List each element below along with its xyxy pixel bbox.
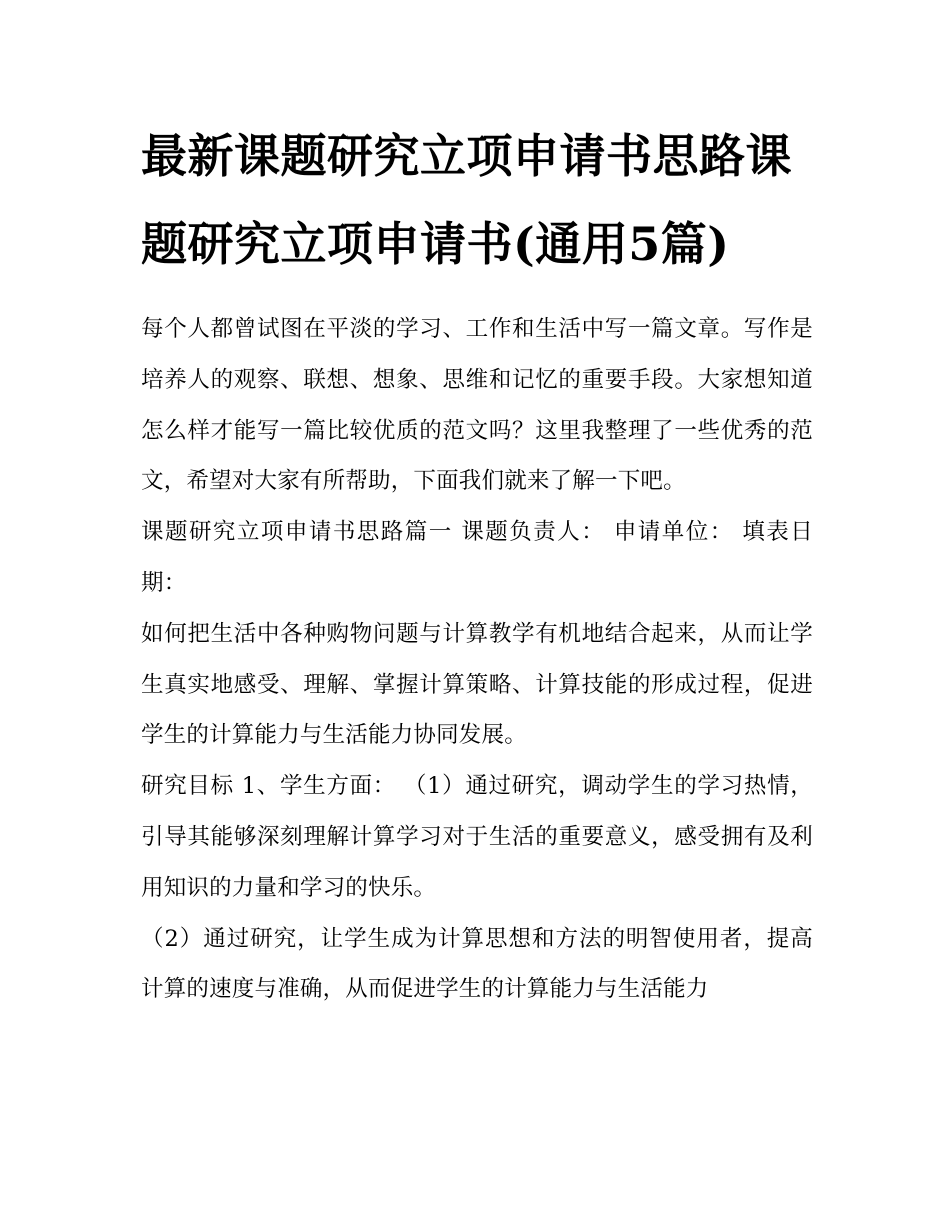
paragraph-research-goal-1: 研究目标 1、学生方面： （1）通过研究，调动学生的学习热情，引导其能够深刻理解计算学习对于生活的重要意义，感受拥有及利用知识的力量和学习的快乐。 xyxy=(141,773,813,901)
paragraph-research-question: 如何把生活中各种购物问题与计算教学有机地结合起来，从而让学生真实地感受、理解、掌握计算策略、计算技能的形成过程，促进学生的计算能力与生活能力协同发展。 xyxy=(141,620,813,749)
paragraph-form-fields: 课题研究立项申请书思路篇一 课题负责人： 申请单位： 填表日期： xyxy=(141,519,813,596)
paragraph-research-goal-2: （2）通过研究，让学生成为计算思想和方法的明智使用者，提高计算的速度与准确，从而促进学生的计算能力与生活能力 xyxy=(141,925,813,1003)
document-title: 最新课题研究立项申请书思路课题研究立项申请书(通用5篇) xyxy=(141,129,792,271)
paragraph-intro: 每个人都曾试图在平淡的学习、工作和生活中写一篇文章。写作是培养人的观察、联想、想象、思维和记忆的重要手段。大家想知道怎么样才能写一篇比较优质的范文吗？这里我整理了一些优秀的范文，希望对大家有所帮助，下面我们就来了解一下吧。 xyxy=(141,316,813,495)
document-page xyxy=(141,112,813,1015)
